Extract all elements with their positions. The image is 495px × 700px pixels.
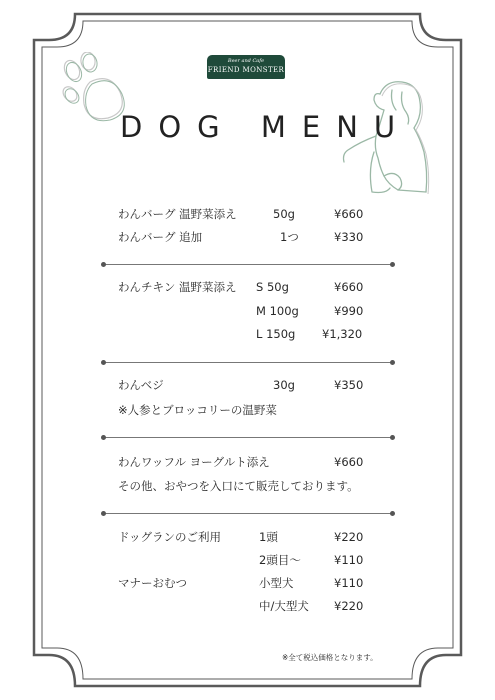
menu-title: DOG MENU — [120, 110, 412, 144]
item-note: その他、おやつを入口にて販売しております。 — [118, 479, 359, 493]
item-size: M 100g — [256, 304, 299, 318]
item-size: S 50g — [256, 280, 289, 294]
item-size: 50g — [273, 207, 295, 221]
item-size: 1つ — [280, 230, 299, 244]
item-price: ¥660 — [334, 207, 364, 221]
item-size: 中/大型犬 — [259, 599, 309, 613]
item-price: ¥220 — [334, 599, 364, 613]
section-divider — [103, 264, 393, 265]
item-name: わんバーグ 温野菜添え — [118, 207, 237, 221]
logo-name: FRIEND MONSTER — [207, 66, 285, 74]
item-price: ¥330 — [334, 230, 364, 244]
item-price: ¥660 — [334, 280, 364, 294]
manner-diaper-label: マナーおむつ — [118, 576, 187, 590]
item-name: わんチキン 温野菜添え — [118, 280, 237, 294]
item-size: 2頭目〜 — [259, 553, 301, 567]
item-price: ¥110 — [334, 576, 364, 590]
item-size: 30g — [273, 378, 295, 392]
item-note: ※人参とブロッコリーの温野菜 — [118, 403, 277, 417]
cafe-logo — [207, 55, 285, 79]
item-price: ¥990 — [334, 304, 364, 318]
item-price: ¥660 — [334, 455, 364, 469]
item-price: ¥220 — [334, 530, 364, 544]
item-name: わんワッフル ヨーグルト添え — [118, 455, 270, 469]
section-divider — [103, 362, 393, 363]
item-price: ¥1,320 — [322, 327, 363, 341]
item-price: ¥110 — [334, 553, 364, 567]
item-name: わんベジ — [118, 378, 164, 392]
section-divider — [103, 513, 393, 514]
section-divider — [103, 437, 393, 438]
item-price: ¥350 — [334, 378, 364, 392]
logo-tagline: Beer and Cafe — [227, 58, 265, 64]
item-size: 小型犬 — [259, 576, 294, 590]
tax-note: ※全て税込価格となります。 — [282, 653, 378, 662]
dogrun-label: ドッグランのご利用 — [118, 530, 222, 544]
item-size: 1頭 — [259, 530, 278, 544]
item-name: わんバーグ 追加 — [118, 230, 203, 244]
item-size: L 150g — [256, 327, 296, 341]
